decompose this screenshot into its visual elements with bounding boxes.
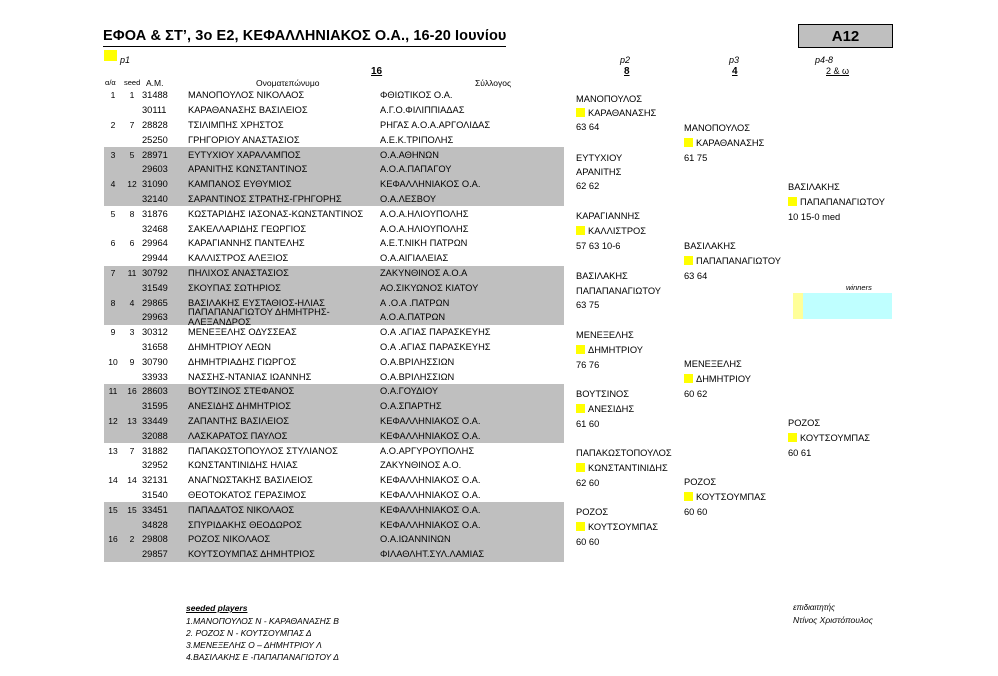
table-row[interactable] — [104, 236, 564, 251]
cell-no: 5 — [110, 208, 116, 219]
cell-am: 30792 — [142, 267, 168, 278]
bracket-player-name: ΜΑΝΟΠΟΥΛΟΣ — [576, 94, 643, 104]
bracket-entry-r2[interactable] — [576, 537, 599, 547]
round-label-p2: p2 — [620, 55, 631, 65]
bracket-score: 76 76 — [576, 360, 600, 370]
cell-club: Ο.Α.ΒΡΙΛΗΣΣΙΩΝ — [380, 371, 455, 382]
bracket-player-name: ΚΑΡΑΘΑΝΑΣΗΣ — [588, 108, 657, 118]
cell-name: ΚΩΝΣΤΑΝΤΙΝΙΔΗΣ ΗΛΙΑΣ — [188, 460, 298, 471]
col-header-seed: seed — [124, 78, 141, 87]
cell-club: ΖΑΚΥΝΘΙΝΟΣ Α.Ο. — [380, 460, 462, 471]
table-row[interactable] — [104, 103, 564, 118]
bracket-entry-r2[interactable] — [576, 448, 672, 458]
table-row[interactable] — [104, 414, 564, 429]
bracket-entry-r3[interactable] — [684, 492, 766, 502]
col-header-name: Ονοματεπώνυμο — [256, 78, 320, 88]
winner-marker-icon — [576, 345, 585, 354]
table-row[interactable] — [104, 280, 564, 295]
cell-am: 29603 — [142, 164, 168, 175]
cell-seed: 4 — [129, 297, 135, 308]
cell-am: 32952 — [142, 460, 168, 471]
cell-name: ΛΑΣΚΑΡΑΤΟΣ ΠΑΥΛΟΣ — [188, 430, 288, 441]
bracket-player-name: ΚΑΡΑΘΑΝΑΣΗΣ — [696, 138, 765, 148]
table-row[interactable] — [104, 473, 564, 488]
cell-name: ΡΟΖΟΣ ΝΙΚΟΛΑΟΣ — [188, 534, 271, 545]
cell-club: ΚΕΦΑΛΛΗΝΙΑΚΟΣ Ο.Α. — [380, 489, 481, 500]
cell-am: 29857 — [142, 549, 168, 560]
cell-name: ΑΝΑΓΝΩΣΤΑΚΗΣ ΒΑΣΙΛΕΙΟΣ — [188, 475, 313, 486]
cell-name: ΕΥΤΥΧΙΟΥ ΧΑΡΑΛΑΜΠΟΣ — [188, 149, 301, 160]
cell-name: ΚΑΡΑΘΑΝΑΣΗΣ ΒΑΣΙΛΕΙΟΣ — [188, 105, 308, 116]
cell-no: 4 — [110, 179, 116, 190]
bracket-entry-r3[interactable] — [684, 359, 742, 369]
cell-name: ΠΑΠΑΚΩΣΤΟΠΟΥΛΟΣ ΣΤΥΛΙΑΝΟΣ — [188, 445, 338, 456]
winner-marker-icon — [788, 197, 797, 206]
winners-box — [793, 293, 892, 319]
bracket-score: 62 62 — [576, 181, 600, 191]
bracket-player-name: ΠΑΠΑΚΩΣΤΟΠΟΥΛΟΣ — [576, 448, 672, 458]
bracket-player-name: ΜΕΝΕΞΕΛΗΣ — [576, 330, 634, 340]
cell-am: 31488 — [142, 90, 168, 101]
bracket-player-name: ΕΥΤΥΧΙΟΥ — [576, 153, 623, 163]
bracket-player-name: ΡΟΖΟΣ — [788, 418, 821, 428]
table-row[interactable] — [104, 132, 564, 147]
cell-seed: 15 — [127, 504, 137, 515]
bracket-entry-r4[interactable] — [788, 182, 840, 192]
table-row[interactable] — [104, 147, 564, 162]
winner-marker-icon — [684, 256, 693, 265]
cell-name: ΜΑΝΟΠΟΥΛΟΣ ΝΙΚΟΛΑΟΣ — [188, 90, 305, 101]
bracket-entry-r2[interactable] — [576, 330, 634, 340]
cell-club: Ο.Α.ΛΕΣΒΟΥ — [380, 193, 437, 204]
cell-no: 12 — [108, 415, 118, 426]
bracket-entry-r2[interactable] — [576, 211, 640, 221]
bracket-player-name: ΚΟΥΤΣΟΥΜΠΑΣ — [800, 433, 871, 443]
cell-no: 11 — [108, 386, 118, 397]
table-row[interactable] — [104, 354, 564, 369]
bracket-entry-r3[interactable] — [684, 153, 707, 163]
referee-name: Ντίνος Χριστόπουλος — [793, 615, 873, 625]
table-row[interactable] — [104, 384, 564, 399]
bracket-entry-r2[interactable] — [576, 271, 628, 281]
bracket-entry-r2[interactable] — [576, 122, 599, 132]
round-label-p1: p1 — [120, 55, 131, 65]
cell-no: 2 — [110, 119, 116, 130]
bracket-entry-r3[interactable] — [684, 389, 707, 399]
cell-am: 33933 — [142, 371, 168, 382]
cell-am: 33449 — [142, 415, 168, 426]
winner-marker-icon — [576, 404, 585, 413]
bracket-player-name: ΚΑΛΛΙΣΤΡΟΣ — [588, 226, 647, 236]
bracket-score: 57 63 10-6 — [576, 241, 621, 251]
cell-club: ΡΗΓΑΣ Α.Ο.Α.ΑΡΓΟΛΙΔΑΣ — [380, 119, 491, 130]
winner-marker-icon — [576, 463, 585, 472]
cell-seed: 13 — [127, 415, 137, 426]
cell-am: 31882 — [142, 445, 168, 456]
table-row[interactable] — [104, 458, 564, 473]
winner-marker-icon — [576, 108, 585, 117]
cell-name: ΚΑΜΠΑΝΟΣ ΕΥΘΥΜΙΟΣ — [188, 179, 292, 190]
cell-seed: 9 — [129, 356, 135, 367]
cell-club: Ο.Α.ΒΡΙΛΗΣΣΙΩΝ — [380, 356, 455, 367]
cell-name: ΑΡΑΝΙΤΗΣ ΚΩΝΣΤΑΝΤΙΝΟΣ — [188, 164, 308, 175]
cell-club: ΚΕΦΑΛΛΗΝΙΑΚΟΣ Ο.Α. — [380, 430, 481, 441]
cell-club: Α.Ο.Α.ΠΑΠΑΓΟΥ — [380, 164, 452, 175]
table-row[interactable] — [104, 340, 564, 355]
cell-name: ΘΕΟΤΟΚΑΤΟΣ ΓΕΡΑΣΙΜΟΣ — [188, 489, 307, 500]
winners-label: winners — [846, 283, 872, 292]
bracket-player-name: ΒΑΣΙΛΑΚΗΣ — [788, 182, 840, 192]
cell-am: 28828 — [142, 119, 168, 130]
cell-seed: 7 — [129, 119, 135, 130]
cell-name: ΓΡΗΓΟΡΙΟΥ ΑΝΑΣΤΑΣΙΟΣ — [188, 134, 300, 145]
cell-am: 29865 — [142, 297, 168, 308]
cell-am: 31540 — [142, 489, 168, 500]
bracket-entry-r2[interactable] — [576, 345, 643, 355]
bracket-score: 60 62 — [684, 389, 708, 399]
winner-marker-icon — [576, 522, 585, 531]
table-row[interactable] — [104, 221, 564, 236]
table-row[interactable] — [104, 266, 564, 281]
cell-seed: 11 — [127, 267, 137, 278]
winner-marker-icon — [684, 138, 693, 147]
bracket-entry-r2[interactable] — [576, 419, 599, 429]
cell-club: Α.Ο.Α.ΠΑΤΡΩΝ — [380, 312, 446, 323]
bracket-entry-r2[interactable] — [576, 181, 599, 191]
cell-seed: 1 — [129, 90, 135, 101]
table-row[interactable] — [104, 369, 564, 384]
cell-am: 31595 — [142, 401, 168, 412]
cell-name: ΚΑΡΑΓΙΑΝΝΗΣ ΠΑΝΤΕΛΗΣ — [188, 238, 305, 249]
cell-am: 29964 — [142, 238, 168, 249]
cell-name: ΣΑΚΕΛΛΑΡΙΔΗΣ ΓΕΩΡΓΙΟΣ — [188, 223, 307, 234]
cell-am: 28971 — [142, 149, 168, 160]
cell-am: 25250 — [142, 134, 168, 145]
cell-am: 34828 — [142, 519, 168, 530]
draw-code-badge: A12 — [798, 24, 893, 48]
table-row[interactable] — [104, 517, 564, 532]
cell-no: 3 — [110, 149, 116, 160]
bracket-player-name: ΠΑΠΑΠΑΝΑΓΙΩΤΟΥ — [800, 197, 885, 207]
bracket-entry-r4[interactable] — [788, 212, 840, 222]
cell-am: 32140 — [142, 193, 168, 204]
bracket-player-name: ΠΑΠΑΠΑΝΑΓΙΩΤΟΥ — [696, 256, 781, 266]
round-count-p48: 2 & ω — [826, 66, 850, 76]
cell-club: ΚΕΦΑΛΛΗΝΙΑΚΟΣ Ο.Α. — [380, 475, 481, 486]
col-header-no: α/α — [105, 78, 116, 87]
table-row[interactable] — [104, 532, 564, 547]
cell-club: ΚΕΦΑΛΛΗΝΙΑΚΟΣ Ο.Α. — [380, 519, 481, 530]
cell-seed: 5 — [129, 149, 135, 160]
table-row[interactable] — [104, 177, 564, 192]
bracket-player-name: ΚΟΥΤΣΟΥΜΠΑΣ — [696, 492, 767, 502]
bracket-entry-r2[interactable] — [576, 167, 621, 177]
bracket-entry-r2[interactable] — [576, 360, 599, 370]
cell-name: ΖΑΠΑΝΤΗΣ ΒΑΣΙΛΕΙΟΣ — [188, 415, 289, 426]
bracket-entry-r2[interactable] — [576, 404, 634, 414]
bracket-score: 62 60 — [576, 478, 600, 488]
cell-no: 10 — [108, 356, 118, 367]
bracket-score: 10 15-0 med — [788, 212, 841, 222]
round-count-p3: 4 — [732, 66, 738, 77]
cell-seed: 12 — [127, 179, 137, 190]
cell-name: ΣΚΟΥΠΑΣ ΣΩΤΗΡΙΟΣ — [188, 282, 281, 293]
cell-am: 29808 — [142, 534, 168, 545]
cell-am: 32131 — [142, 475, 168, 486]
cell-am: 30312 — [142, 327, 168, 338]
bracket-entry-r2[interactable] — [576, 389, 629, 399]
cell-name: ΣΠΥΡΙΔΑΚΗΣ ΘΕΟΔΩΡΟΣ — [188, 519, 302, 530]
cell-club: ΑΟ.ΣΙΚΥΩΝΟΣ ΚΙΑΤΟΥ — [380, 282, 479, 293]
table-row[interactable] — [104, 488, 564, 503]
cell-club: Α.Ο.Α.ΗΛΙΟΥΠΟΛΗΣ — [380, 223, 469, 234]
table-row[interactable] — [104, 88, 564, 103]
bracket-entry-r2[interactable] — [576, 241, 620, 251]
bracket-entry-r2[interactable] — [576, 226, 646, 236]
bracket-entry-r3[interactable] — [684, 374, 751, 384]
cell-name: ΚΟΥΤΣΟΥΜΠΑΣ ΔΗΜΗΤΡΙΟΣ — [188, 549, 315, 560]
table-row[interactable] — [104, 443, 564, 458]
cell-name: ΚΩΣΤΑΡΙΔΗΣ ΙΑΣΟΝΑΣ-ΚΩΝΣΤΑΝΤΙΝΟΣ — [188, 208, 364, 219]
cell-am: 32088 — [142, 430, 168, 441]
cell-seed: 7 — [129, 445, 135, 456]
bracket-player-name: ΒΟΥΤΣΙΝΟΣ — [576, 389, 630, 399]
cell-am: 33451 — [142, 504, 168, 515]
bracket-player-name: ΔΗΜΗΤΡΙΟΥ — [588, 345, 643, 355]
seeded-player-item: 2. ΡΟΖΟΣ Ν - ΚΟΥΤΣΟΥΜΠΑΣ Δ — [186, 628, 312, 638]
cell-name: ΣΑΡΑΝΤΙΝΟΣ ΣΤΡΑΤΗΣ-ΓΡΗΓΟΡΗΣ — [188, 193, 342, 204]
players-table — [104, 88, 564, 562]
round-count-p2: 8 — [624, 66, 630, 77]
bracket-entry-r2[interactable] — [576, 108, 656, 118]
table-row[interactable] — [104, 162, 564, 177]
bracket-score: 63 75 — [576, 300, 600, 310]
cell-am: 31658 — [142, 341, 168, 352]
seeded-player-item: 1.ΜΑΝΟΠΟΥΛΟΣ Ν - ΚΑΡΑΘΑΝΑΣΗΣ Β — [186, 616, 339, 626]
bracket-player-name: ΒΑΣΙΛΑΚΗΣ — [684, 241, 736, 251]
bracket-score: 61 75 — [684, 153, 708, 163]
cell-name: ΠΗΛΙΧΟΣ ΑΝΑΣΤΑΣΙΟΣ — [188, 267, 289, 278]
col-header-club: Σύλλογος — [475, 78, 512, 88]
referee-role: επιδιαιτητής — [793, 603, 835, 612]
winner-marker-icon — [788, 433, 797, 442]
cell-club: Ο.Α .ΑΓΙΑΣ ΠΑΡΑΣΚΕΥΗΣ — [380, 327, 491, 338]
bracket-entry-r2[interactable] — [576, 463, 668, 473]
cell-club: Ο.Α.ΙΩΑΝΝΙΝΩΝ — [380, 534, 451, 545]
bracket-player-name: ΜΕΝΕΞΕΛΗΣ — [684, 359, 742, 369]
cell-club: Ο.Α.ΑΙΓΙΑΛΕΙΑΣ — [380, 253, 449, 264]
cell-name: ΜΕΝΕΞΕΛΗΣ ΟΔΥΣΣΕΑΣ — [188, 327, 297, 338]
cell-club: Α.Ε.Κ.ΤΡΙΠΟΛΗΣ — [380, 134, 454, 145]
bracket-score: 60 60 — [684, 507, 708, 517]
cell-am: 31549 — [142, 282, 168, 293]
round-label-p3: p3 — [729, 55, 740, 65]
cell-name: ΚΑΛΛΙΣΤΡΟΣ ΑΛΕΞΙΟΣ — [188, 253, 289, 264]
cell-am: 31876 — [142, 208, 168, 219]
cell-name: ΤΣΙΛΙΜΠΗΣ ΧΡΗΣΤΟΣ — [188, 119, 284, 130]
cell-name: ΠΑΠΑΔΑΤΟΣ ΝΙΚΟΛΑΟΣ — [188, 504, 295, 515]
cell-am: 32468 — [142, 223, 168, 234]
cell-club: ΖΑΚΥΝΘΙΝΟΣ Α.Ο.Α — [380, 267, 468, 278]
cell-no: 8 — [110, 297, 116, 308]
table-row[interactable] — [104, 251, 564, 266]
cell-am: 31090 — [142, 179, 168, 190]
seeded-players-title: seeded players — [186, 603, 248, 613]
cell-no: 9 — [110, 327, 116, 338]
cell-club: ΚΕΦΑΛΛΗΝΙΑΚΟΣ Ο.Α. — [380, 504, 481, 515]
cell-am: 29963 — [142, 312, 168, 323]
cell-no: 1 — [110, 90, 116, 101]
cell-club: Α.Ο.Α.ΗΛΙΟΥΠΟΛΗΣ — [380, 208, 469, 219]
cell-seed: 16 — [127, 386, 137, 397]
cell-club: ΚΕΦΑΛΛΗΝΙΑΚΟΣ Ο.Α. — [380, 179, 481, 190]
cell-club: Α.Ε.Τ.ΝΙΚΗ ΠΑΤΡΩΝ — [380, 238, 468, 249]
bracket-player-name: ΔΗΜΗΤΡΙΟΥ — [696, 374, 751, 384]
cell-name: ΒΑΣΙΛΑΚΗΣ ΕΥΣΤΑΘΙΟΣ-ΗΛΙΑΣ — [188, 297, 325, 308]
table-row[interactable] — [104, 307, 564, 328]
table-row[interactable] — [104, 502, 564, 517]
cell-no: 6 — [110, 238, 116, 249]
legend-yellow-chip — [104, 50, 117, 61]
bracket-player-name: ΡΟΖΟΣ — [684, 477, 717, 487]
bracket-entry-r3[interactable] — [684, 123, 750, 133]
cell-seed: 6 — [129, 238, 135, 249]
bracket-player-name: ΑΡΑΝΙΤΗΣ — [576, 167, 622, 177]
col-header-am: Α.Μ. — [146, 78, 164, 88]
cell-name: ΔΗΜΗΤΡΙΑΔΗΣ ΓΙΩΡΓΟΣ — [188, 356, 297, 367]
bracket-entry-r4[interactable] — [788, 197, 885, 207]
winner-marker-icon — [684, 374, 693, 383]
bracket-player-name: ΠΑΠΑΠΑΝΑΓΙΩΤΟΥ — [576, 286, 661, 296]
bracket-entry-r2[interactable] — [576, 522, 658, 532]
winners-chip — [793, 293, 803, 319]
table-row[interactable] — [104, 118, 564, 133]
cell-am: 30790 — [142, 356, 168, 367]
cell-seed: 2 — [129, 534, 135, 545]
winner-marker-icon — [576, 226, 585, 235]
winner-marker-icon — [684, 492, 693, 501]
page-title: ΕΦΟΑ & ΣΤ’, 3ο Ε2, ΚΕΦΑΛΛΗΝΙΑΚΟΣ Ο.Α., 16-20 Ιουνίου — [103, 28, 506, 47]
bracket-player-name: ΡΟΖΟΣ — [576, 507, 609, 517]
bracket-score: 63 64 — [684, 271, 708, 281]
bracket-entry-r2[interactable] — [576, 507, 608, 517]
bracket-entry-r3[interactable] — [684, 477, 716, 487]
cell-am: 29944 — [142, 253, 168, 264]
bracket-entry-r2[interactable] — [576, 94, 642, 104]
cell-seed: 8 — [129, 208, 135, 219]
bracket-score: 60 60 — [576, 537, 600, 547]
cell-name: ΔΗΜΗΤΡΙΟΥ ΛΕΩΝ — [188, 341, 271, 352]
table-row[interactable] — [104, 399, 564, 414]
cell-name: ΑΝΕΣΙΔΗΣ ΔΗΜΗΤΡΙΟΣ — [188, 401, 292, 412]
bracket-player-name: ΚΩΝΣΤΑΝΤΙΝΙΔΗΣ — [588, 463, 668, 473]
table-row[interactable] — [104, 192, 564, 207]
cell-name: ΠΑΠΑΠΑΝΑΓΙΩΤΟΥ ΔΗΜΗΤΡΗΣ-ΑΛΕΞΑΝΔΡΟΣ — [188, 307, 330, 328]
bracket-entry-r2[interactable] — [576, 478, 599, 488]
bracket-entry-r3[interactable] — [684, 256, 781, 266]
bracket-score: 60 61 — [788, 448, 812, 458]
cell-no: 14 — [108, 475, 118, 486]
bracket-entry-r2[interactable] — [576, 300, 599, 310]
cell-club: Α.Ο.ΑΡΓΥΡΟΥΠΟΛΗΣ — [380, 445, 475, 456]
bracket-entry-r3[interactable] — [684, 507, 707, 517]
bracket-entry-r3[interactable] — [684, 138, 764, 148]
cell-club: Α.Γ.Ο.ΦΙΛΙΠΠΙΑΔΑΣ — [380, 105, 465, 116]
cell-seed: 14 — [127, 475, 137, 486]
bracket-entry-r3[interactable] — [684, 271, 707, 281]
cell-no: 7 — [110, 267, 116, 278]
bracket-entry-r4[interactable] — [788, 433, 870, 443]
bracket-player-name: ΒΑΣΙΛΑΚΗΣ — [576, 271, 628, 281]
bracket-entry-r4[interactable] — [788, 448, 811, 458]
bracket-entry-r3[interactable] — [684, 241, 736, 251]
cell-club: Ο.Α.ΣΠΑΡΤΗΣ — [380, 401, 442, 412]
bracket-player-name: ΚΑΡΑΓΙΑΝΝΗΣ — [576, 211, 640, 221]
cell-club: Ο.Α.ΑΘΗΝΩΝ — [380, 149, 439, 160]
round-count-p1: 16 — [371, 66, 383, 77]
cell-seed: 3 — [129, 327, 135, 338]
bracket-entry-r2[interactable] — [576, 153, 622, 163]
bracket-entry-r2[interactable] — [576, 286, 661, 296]
bracket-player-name: ΜΑΝΟΠΟΥΛΟΣ — [684, 123, 751, 133]
cell-am: 28603 — [142, 386, 168, 397]
cell-club: Ο.Α .ΑΓΙΑΣ ΠΑΡΑΣΚΕΥΗΣ — [380, 341, 491, 352]
cell-name: ΝΑΣΣΗΣ-ΝΤΑΝΙΑΣ ΙΩΑΝΝΗΣ — [188, 371, 312, 382]
cell-no: 15 — [108, 504, 118, 515]
cell-club: ΚΕΦΑΛΛΗΝΙΑΚΟΣ Ο.Α. — [380, 415, 481, 426]
table-row[interactable] — [104, 206, 564, 221]
seeded-player-item: 4.ΒΑΣΙΛΑΚΗΣ Ε -ΠΑΠΑΠΑΝΑΓΙΩΤΟΥ Δ — [186, 652, 339, 662]
cell-no: 13 — [108, 445, 118, 456]
seeded-player-item: 3.ΜΕΝΕΞΕΛΗΣ Ο – ΔΗΜΗΤΡΙΟΥ Λ — [186, 640, 322, 650]
bracket-player-name: ΚΟΥΤΣΟΥΜΠΑΣ — [588, 522, 659, 532]
bracket-score: 63 64 — [576, 122, 600, 132]
cell-club: Ο.Α.ΓΟΥΔΙΟΥ — [380, 386, 439, 397]
cell-club: ΦΙΛΑΘΛΗΤ.ΣΥΛ.ΛΑΜΙΑΣ — [380, 549, 485, 560]
cell-am: 30111 — [142, 105, 167, 116]
cell-club: ΦΘΙΩΤΙΚΟΣ Ο.Α. — [380, 90, 453, 101]
cell-no: 16 — [108, 534, 118, 545]
table-row[interactable] — [104, 547, 564, 562]
round-label-p48: p4-8 — [815, 55, 834, 65]
table-row[interactable] — [104, 325, 564, 340]
cell-club: Α .Ο.Α .ΠΑΤΡΩΝ — [380, 297, 450, 308]
bracket-player-name: ΑΝΕΣΙΔΗΣ — [588, 404, 635, 414]
table-row[interactable] — [104, 428, 564, 443]
bracket-entry-r4[interactable] — [788, 418, 820, 428]
bracket-score: 61 60 — [576, 419, 600, 429]
cell-name: ΒΟΥΤΣΙΝΟΣ ΣΤΕΦΑΝΟΣ — [188, 386, 295, 397]
